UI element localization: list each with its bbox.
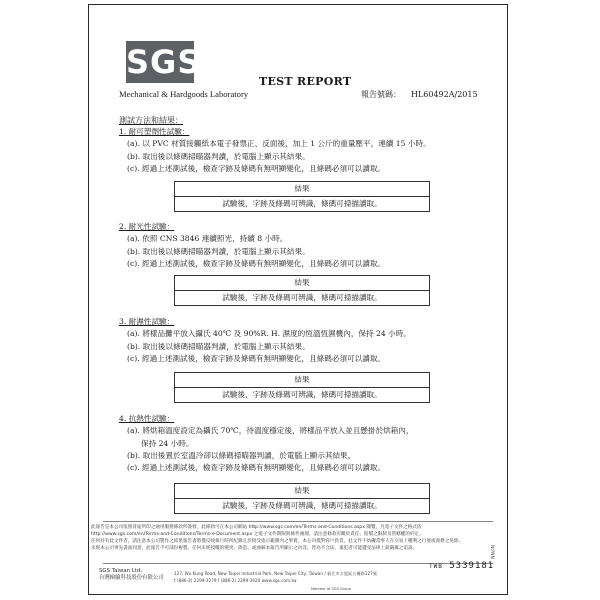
- side-code: NI?NN: [489, 545, 494, 559]
- address: 127, Wu Kung Road, New Taipei Industrial Park, New Taipei City, Taiwan / 新北市五股區五權路127號: [174, 571, 377, 576]
- section-heading: 1. 耐可塑劑性試驗：: [119, 127, 190, 136]
- test-section-2: [119, 221, 499, 270]
- phone: t (886-2) 2299-3279 f (886-2) 2299-3920 www.sgs.com.tw: [174, 577, 297, 583]
- section-item: (a). 將樣品攤平放入攝氏 40℃ 及 90%R. H. 濕度的恆溫恆濕機內，保持 24 小時。: [127, 329, 411, 339]
- sgs-logo: SGS: [126, 43, 202, 81]
- member-text: Member of SGS Group: [311, 587, 351, 591]
- result-label: 結果: [175, 182, 429, 197]
- section-item: (b). 取出後以條碼掃瞄器判讀，於電腦上顯示其結果。: [127, 341, 310, 351]
- section-heading: 4. 抗熱性試驗：: [119, 414, 175, 423]
- result-label: 結果: [175, 373, 429, 388]
- laboratory-name: Mechanical & Hardgoods Laboratory: [119, 89, 249, 99]
- section-item: (c). 經過上述測試後，檢查字跡及條碼有無明顯變化，且條碼必須可以讀取。: [127, 163, 386, 173]
- address-block: [174, 571, 377, 584]
- serial-value: 5339181: [449, 561, 495, 571]
- footer-divider: [103, 521, 493, 522]
- result-box-3: [174, 372, 430, 403]
- section-item: (c). 經過上述測試後，檢查字跡及條碼有無明顯變化，且條碼必須可以讀取。: [127, 258, 386, 268]
- disclaimer: [91, 524, 481, 552]
- company-block: [99, 568, 164, 582]
- report-number-label: 報告號碼：: [361, 90, 401, 99]
- section-item: (b). 取出後置於室溫冷卻以條碼掃瞄器判讀，於電腦上顯示其結果。: [127, 450, 356, 460]
- report-number-value: HL60492A/2015: [411, 90, 478, 99]
- section-item: (b). 取出後以條碼掃瞄器判讀，於電腦上顯示其結果。: [127, 151, 310, 161]
- company-name: SGS Taiwan Ltd.: [99, 568, 143, 574]
- section-item: (a). 將烘箱溫度設定為攝氏 70℃，待溫度穩定後，將樣品平放入並且懸掛於烘箱內，: [127, 426, 414, 436]
- report-title: TEST REPORT: [259, 75, 352, 88]
- result-label: 結果: [175, 484, 429, 499]
- disclaimer-line: 此報告是本公司依照背面所印之通用服務條款所簽發，此條款可在本公司網站 http://www.sgs.com/en/Terms-and-Conditions.aspx 閱覽，凡電子文件之格式依: [91, 525, 422, 530]
- test-section-1: [119, 126, 499, 175]
- section-item: (c). 經過上述測試後，檢查字跡及條碼有無明顯變化，且條碼必須可以讀取。: [127, 463, 386, 473]
- section-heading: 2. 耐光性試驗：: [119, 222, 175, 231]
- result-box-4: [174, 483, 430, 514]
- disclaimer-line: 未經本公司事先書面同意，此報告不可部份複製。任何未經授權的變更、偽造、或曲解本報告所顯示之內容，皆為不合法，違犯者可能遭受法律上最嚴厲之追訴。: [91, 546, 418, 551]
- serial-prefix: TWB: [429, 563, 443, 570]
- report-page: [88, 4, 508, 595]
- section-item: (c). 經過上述測試後，檢查字跡及條碼有無明顯變化，且條碼必須可以讀取。: [127, 353, 386, 363]
- section-heading: 3. 耐濕性試驗：: [119, 317, 175, 326]
- section-item: 保持 24 小時。: [141, 438, 194, 448]
- result-text: 試驗後，字跡及條碼可辨識，條碼可掃描讀取。: [222, 293, 382, 302]
- report-number: [361, 89, 478, 100]
- test-section-3: [119, 316, 499, 365]
- serial-number: [429, 561, 494, 571]
- result-box-1: [174, 181, 430, 212]
- test-section-4: [119, 413, 499, 474]
- section-item: (b). 取出後以條碼掃瞄器判讀，於電腦上顯示其結果。: [127, 246, 310, 256]
- company-name-cn: 台灣檢驗科技股份有限公司: [99, 575, 164, 581]
- disclaimer-line: 任何持有此文件者，請注意本公司製作之結果報告書將僅反映執行時所紀錄且於接受指示範圍內之事實。本公司僅對客戶負責，此文件不妨礙當事人在交易上權利之行使或義務之免除。: [91, 539, 464, 544]
- result-text: 試驗後，字跡及條碼可辨識，條碼可掃描讀取。: [222, 501, 382, 510]
- result-text: 試驗後，字跡及條碼可辨識，條碼可掃描讀取。: [222, 199, 382, 208]
- result-box-2: [174, 275, 430, 306]
- section-item: (a). 依照 CNS 3846 連續照光，持續 8 小時。: [127, 234, 288, 244]
- section-title: 測試方法和結果：: [119, 116, 183, 125]
- disclaimer-line: http://www.sgs.com/en/Terms-and-Conditions/Terms-e-Document.aspx 之電子文件期限與條件處理。請注意條款有關於責任、賠償之限制及管轄權的約定。: [91, 532, 424, 537]
- section-item: (a). 以 PVC 材質接觸紙本電子發票正、反面後，加上 1 公斤的重量壓平，連續 15 小時。: [127, 139, 431, 149]
- result-label: 結果: [175, 276, 429, 291]
- result-text: 試驗後，字跡及條碼可辨識，條碼可掃描讀取。: [222, 390, 382, 399]
